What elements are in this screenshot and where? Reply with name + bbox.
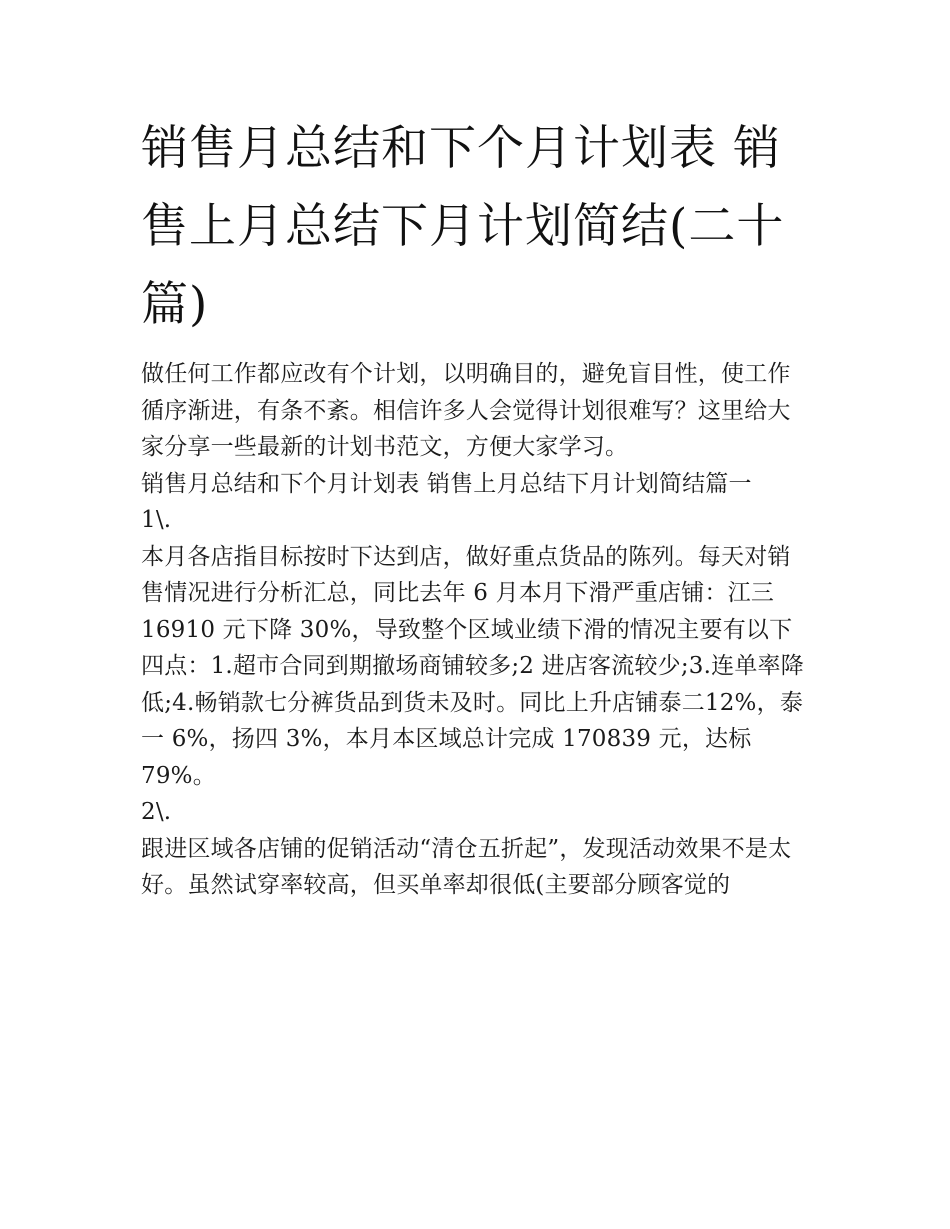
item-2-label: 2\. (141, 799, 172, 825)
document-page (141, 110, 813, 904)
document-title: 销售月总结和下个月计划表 销售上月总结下月计划简结(二十篇) (141, 121, 785, 332)
item-2-paragraph: 跟进区域各店铺的促销活动“清仓五折起”，发现活动效果不是太好。虽然试穿率较高，但买单率却很低(主要部分顾客觉的 (141, 835, 792, 898)
intro-paragraph: 做任何工作都应改有个计划，以明确目的，避免盲目性，使工作循序渐进，有条不紊。相信许多人会觉得计划很难写？这里给大家分享一些最新的计划书范文，方便大家学习。 (141, 361, 791, 460)
item-1-label: 1\. (141, 507, 172, 533)
section-heading: 销售月总结和下个月计划表 销售上月总结下月计划简结篇一 (141, 470, 752, 497)
document-body (141, 356, 813, 904)
item-1-paragraph: 本月各店指目标按时下达到店，做好重点货品的陈列。每天对销售情况进行分析汇总，同比去年 6 月本月下滑严重店铺：江三 16910 元下降 30%，导致整个区域业绩下滑的情况主要有以下四点：1.超市合同到期撤场商铺较多;2 进店客流较少;3.连单率降低;4.畅销款七分裤货品到货未及时。同比上升店铺泰二12%，泰一 6%，扬四 3%，本月本区域总计完成 170839 元，达标 79%。 (141, 543, 804, 789)
